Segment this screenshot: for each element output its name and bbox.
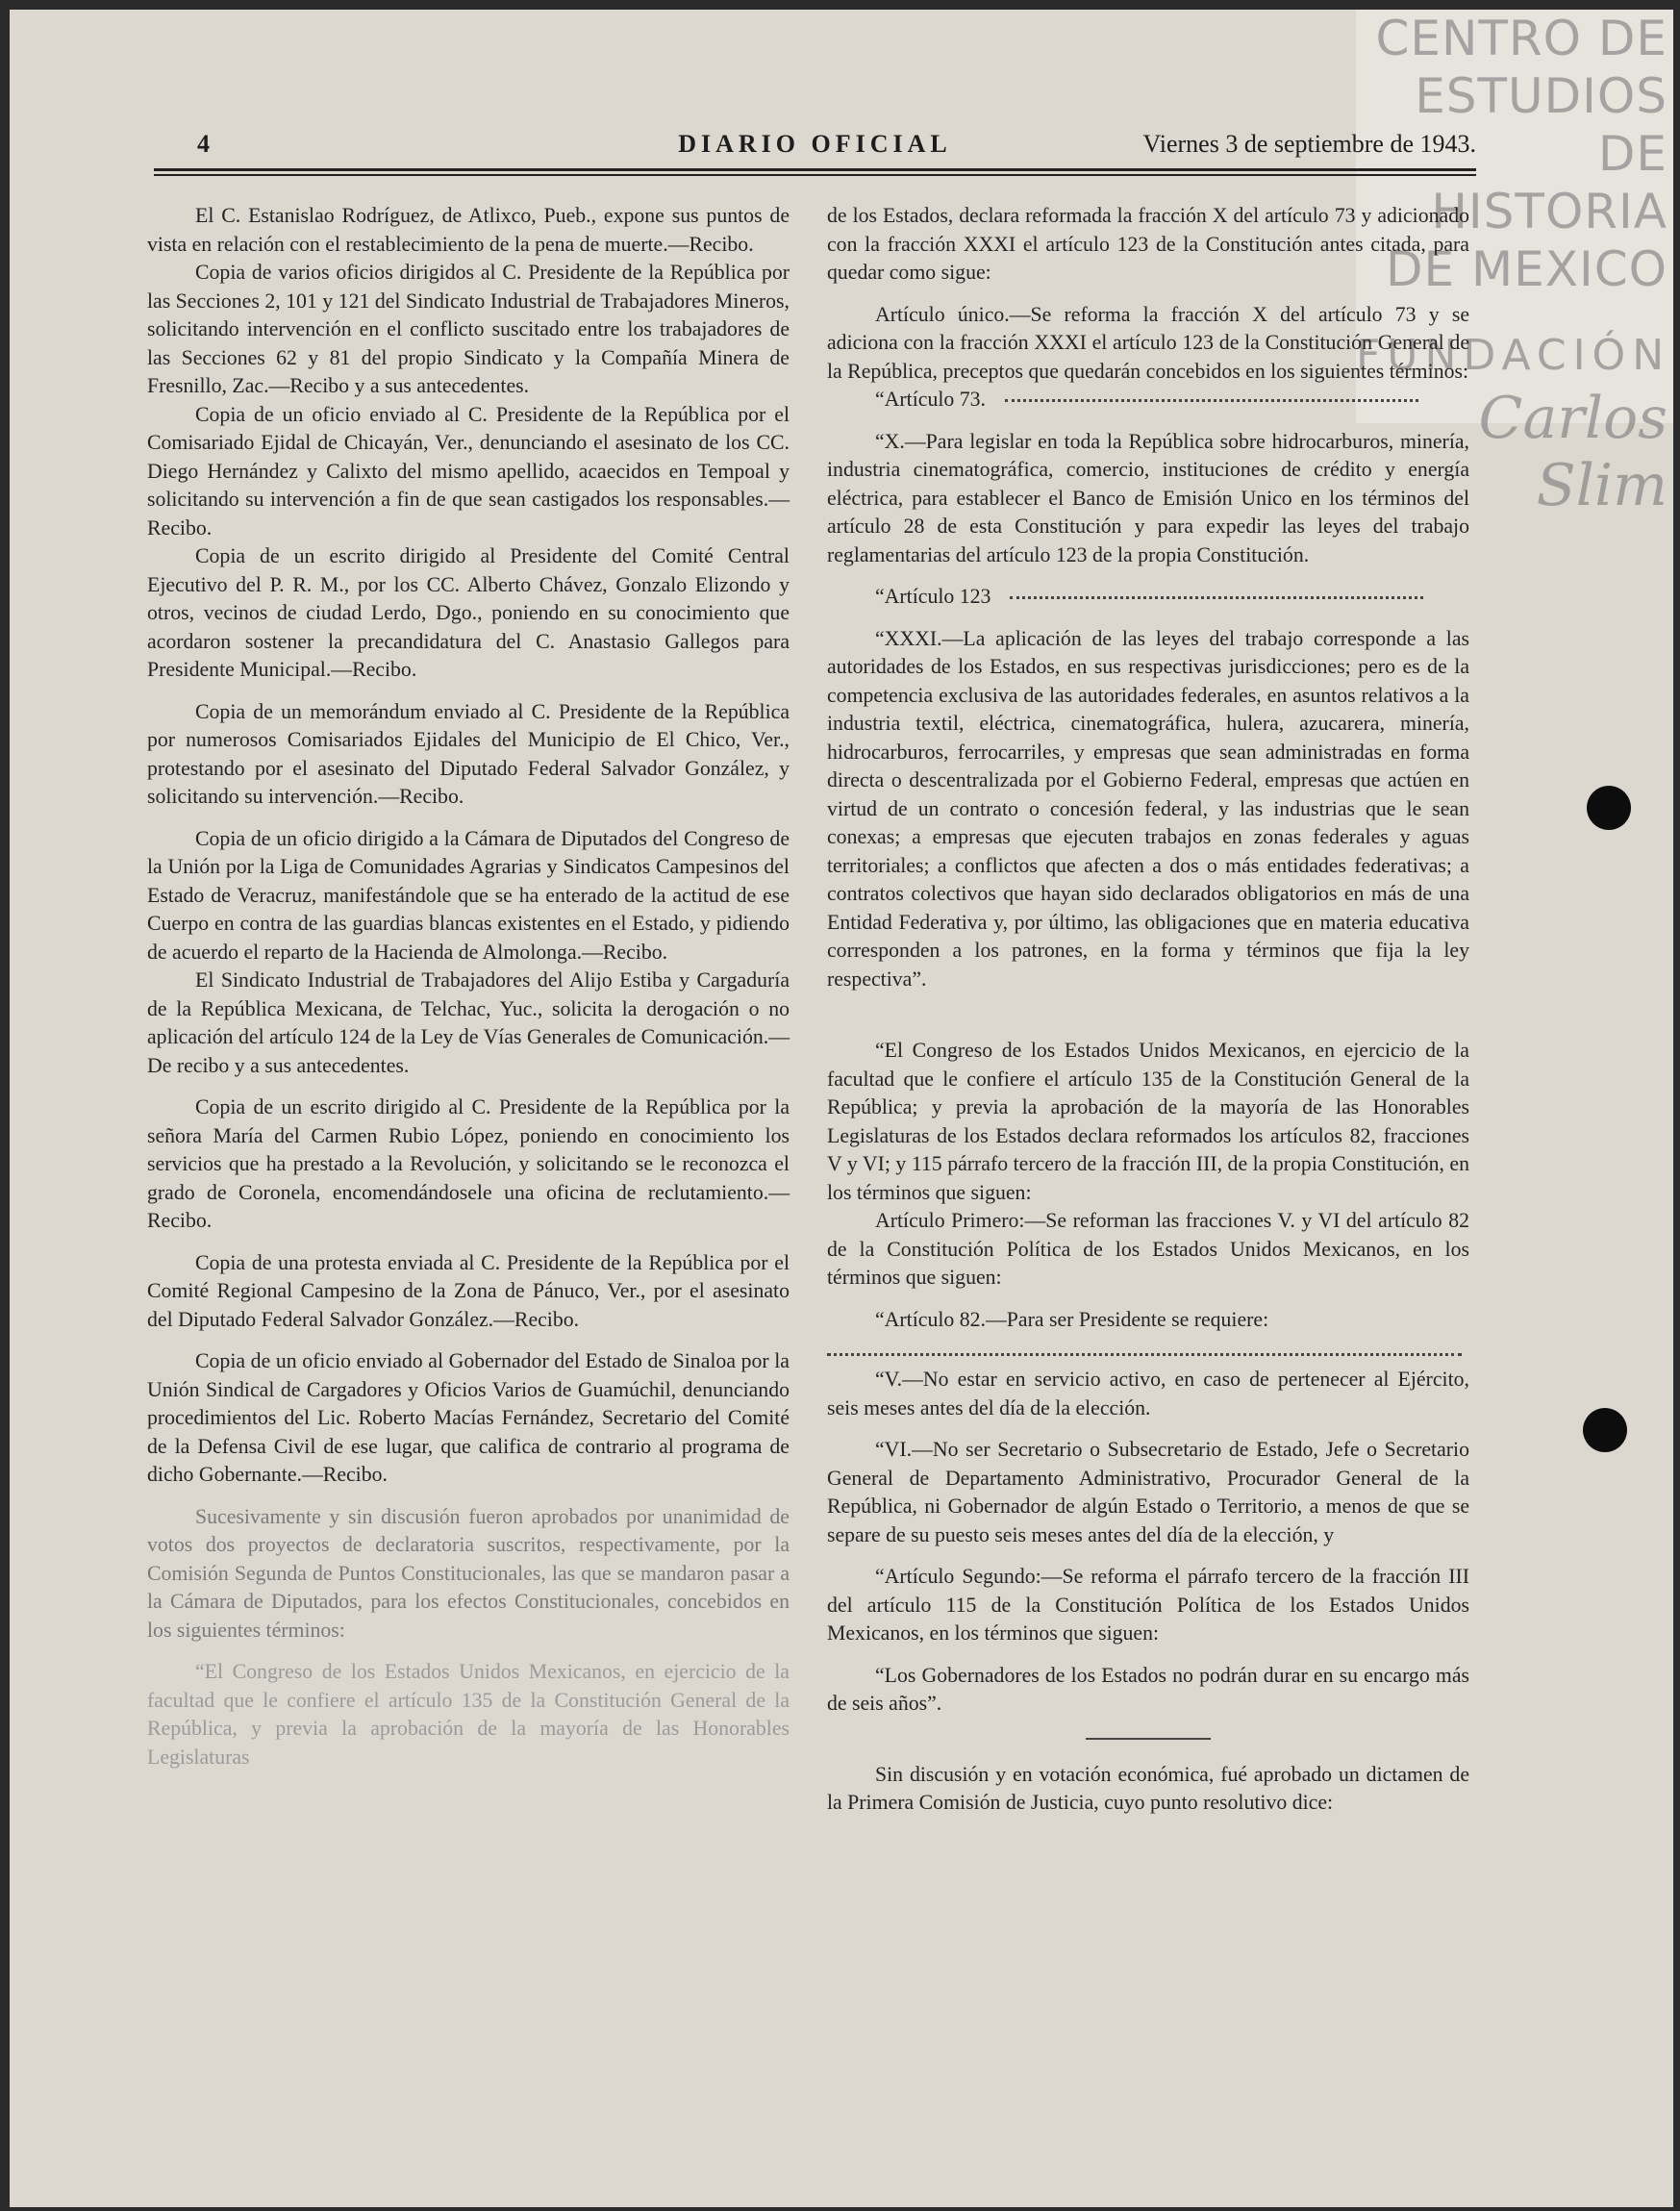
paragraph: El Sindicato Industrial de Trabajadores del Alijo Estiba y Cargaduría de la República Mexicana, de Telchac, Yuc., solicita la derogación o no aplicación del artículo 124 de la Ley de Vías Generales de Comunicación.—De recibo y a sus antecedentes. xyxy=(147,968,790,1077)
paragraph: Sin discusión y en votación económica, fué aprobado un dictamen de la Primera Comisión de Justicia, cuyo punto resolutivo dice: xyxy=(827,1762,1469,1814)
paragraph: Artículo único.—Se reforma la fracción X del artículo 73 y se adiciona con la fracción XXXI el artículo 123 de la Constitución General de la República, preceptos que quedarán concebidos en los siguientes términos: xyxy=(827,302,1469,383)
page-number: 4 xyxy=(197,130,210,158)
paragraph: El C. Estanislao Rodríguez, de Atlixco, Pueb., expone sus puntos de vista en relación con el restablecimiento de la pena de muerte.—Recibo. xyxy=(147,204,790,256)
watermark-signature: Carlos Slim xyxy=(1478,385,1667,519)
paragraph: “El Congreso de los Estados Unidos Mexicanos, en ejercicio de la facultad que le confiere el artículo 135 de la Constitución General de la República, y previa la aprobación de la mayoría de las Honorables Legislaturas xyxy=(147,1660,790,1769)
paragraph: Copia de un oficio enviado al C. Presidente de la República por el Comisariado Ejidal de Chicayán, Ver., denunciando el asesinato de los CC. Diego Hernández y Calixto del mismo apellido, acaecidos en Tempoal y solicitando su intervención a fin de que sean castigados los responsables.—Recibo. xyxy=(147,402,790,540)
paragraph: “VI.—No ser Secretario o Subsecretario de Estado, Jefe o Secretario General de Departamento Administrativo, Procurador General de la República, ni Gobernador de algún Estado o Territorio, a menos de que se separe de su puesto seis meses antes del día de la elección, y xyxy=(827,1438,1469,1546)
page-header xyxy=(154,130,1476,168)
watermark-line: DE MEXICO xyxy=(1386,241,1667,297)
paragraph: “Los Gobernadores de los Estados no podrán durar en su encargo más de seis años”. xyxy=(827,1663,1469,1715)
article-heading xyxy=(827,386,1469,415)
article-heading-text: “Artículo 123 xyxy=(875,585,991,608)
document-page xyxy=(10,10,1673,2207)
watermark-line: DE HISTORIA xyxy=(1431,126,1667,239)
left-column xyxy=(147,202,790,1771)
paragraph: Copia de un memorándum enviado al C. Presidente de la República por numerosos Comisariados Ejidales del Municipio de El Chico, Ver., protestando por el asesinato del Diputado Federal Salvador González, y solicitando su intervención.—Recibo. xyxy=(147,699,790,808)
paragraph: Copia de un oficio enviado al Gobernador del Estado de Sinaloa por la Unión Sindical de Cargadores y Oficios Varios de Guamúchil, denunciando procedimientos del Lic. Roberto Macías Fernández, Secretario del Comité de la Defensa Civil de ese lugar, que califica de contrario al programa de dicho Gobernante.—Recibo. xyxy=(147,1349,790,1486)
header-rule xyxy=(154,174,1476,176)
paragraph: Copia de una protesta enviada al C. Presidente de la República por el Comité Regional Campesino de la Zona de Pánuco, Ver., por el asesinato del Diputado Federal Salvador González.—Recibo. xyxy=(147,1250,790,1331)
paragraph: Copia de un oficio dirigido a la Cámara de Diputados del Congreso de la Unión por la Liga de Comunidades Agrarias y Sindicatos Campesinos del Estado de Veracruz, manifestándole que se ha enterado de la actitud de ese Cuerpo en contra de las guardias blancas existentes en el Estado, y pidiendo de acuerdo el reparto de la Hacienda de Almolonga.—Recibo. xyxy=(147,826,790,964)
paragraph: Sucesivamente y sin discusión fueron aprobados por unanimidad de votos dos proyectos de declaratoria suscritos, respectivamente, por la Comisión Segunda de Puntos Constitucionales, las que se mandaron pasar a la Cámara de Diputados, para los efectos Constitucionales, concebidos en los siguientes términos: xyxy=(147,1504,790,1642)
paragraph: Copia de varios oficios dirigidos al C. Presidente de la República por las Secciones 2, 101 y 121 del Sindicato Industrial de Trabajadores Mineros, solicitando intervención en el conflicto suscitado entre los trabajadores de las Secciones 62 y 81 del propio Sindicato y la Compañía Minera de Fresnillo, Zac.—Recibo y a sus antecedentes. xyxy=(147,261,790,397)
paragraph: Copia de un escrito dirigido al C. Presidente de la República por la señora María del Carmen Rubio López, poniendo en conocimiento los servicios que ha prestado a la Revolución, y solicitando se le reconozca el grado de Coronela, encomendándosele una oficina de reclutamiento.—Recibo. xyxy=(147,1095,790,1232)
watermark-line: ESTUDIOS xyxy=(1415,68,1667,124)
article-heading xyxy=(827,583,1469,612)
binder-hole xyxy=(1583,1408,1627,1452)
paragraph: Copia de un escrito dirigido al Presidente del Comité Central Ejecutivo del P. R. M., por los CC. Alberto Chávez, Gonzalo Elizondo y otros, vecinos de ciudad Lerdo, Dgo., poniendo en su conocimiento que acordaron sostener la precandidatura del C. Anastasio Gallegos para Presidente Municipal.—Recibo. xyxy=(147,544,790,681)
watermark-line: FUNDACIÓN xyxy=(1356,331,1671,380)
paragraph: de los Estados, declara reformada la fracción X del artículo 73 y adicionado con la fracción XXXI el artículo 123 de la Constitución antes citada, para quedar como sigue: xyxy=(827,204,1469,284)
header-rule xyxy=(154,168,1476,171)
dot-leader xyxy=(1005,399,1418,402)
paragraph: “XXXI.—La aplicación de las leyes del trabajo corresponde a las autoridades de los Estados, en sus respectivas jurisdicciones; pero es de la competencia exclusiva de las autoridades federales, en asuntos relativos a la industria textil, eléctrica, cinematográfica, hulera, azucarera, minería, hidrocarburos, ferrocarriles, y empresas que sean administradas en forma directa o descentralizada por el Gobierno Federal, empresas que actúen en virtud de un contrato o concesión federal, y las industrias que le sean conexas; a empresas que ejecuten trabajos en zonas federales y aguas territoriales; a conflictos que afecten a dos o más entidades federativas; a contratos colectivos que hayan sido declarados obligatorios en más de una Entidad Federativa y, por último, las obligaciones que en materia educativa corresponden a los patrones, en la forma y términos que fija la ley respectiva”. xyxy=(827,626,1469,991)
paragraph: “El Congreso de los Estados Unidos Mexicanos, en ejercicio de la facultad que le confiere el artículo 135 de la Constitución General de la República; y previa la aprobación de la mayoría de las Honorables Legislaturas de los Estados declara reformados los artículos 82, fracciones V y VI; y 115 párrafo tercero de la fracción III, de la propia Constitución, en los términos que siguen: xyxy=(827,1039,1469,1204)
publication-title: DIARIO OFICIAL xyxy=(678,130,952,158)
dot-leader xyxy=(827,1334,1462,1356)
paragraph: “X.—Para legislar en toda la República sobre hidrocarburos, minería, industria cinematográfica, comercio, instituciones de crédito y energía eléctrica, para establecer el Banco de Emisión Unico en los términos del artículo 28 de esta Constitución y para expedir las leyes del trabajo reglamentarias del artículo 123 de la propia Constitución. xyxy=(827,429,1469,566)
paragraph: “Artículo Segundo:—Se reforma el párrafo tercero de la fracción III del artículo 115 de la Constitución Política de los Estados Unidos Mexicanos, en los términos que siguen: xyxy=(827,1565,1469,1645)
paragraph: “V.—No estar en servicio activo, en caso de pertenecer al Ejército, seis meses antes del día de la elección. xyxy=(827,1368,1469,1420)
paragraph: “Artículo 82.—Para ser Presidente se requiere: xyxy=(875,1307,1269,1331)
dot-leader xyxy=(1010,596,1423,599)
binder-hole xyxy=(1587,786,1631,830)
issue-date: Viernes 3 de septiembre de 1943. xyxy=(1142,130,1476,158)
section-divider xyxy=(1086,1738,1211,1740)
right-column xyxy=(827,202,1469,1818)
paragraph: Artículo Primero:—Se reforman las fracciones V. y VI del artículo 82 de la Constitución Política de los Estados Unidos Mexicanos, en los términos que siguen: xyxy=(827,1209,1469,1289)
watermark-line: CENTRO DE xyxy=(1375,11,1667,66)
article-heading-text: “Artículo 73. xyxy=(875,388,987,411)
